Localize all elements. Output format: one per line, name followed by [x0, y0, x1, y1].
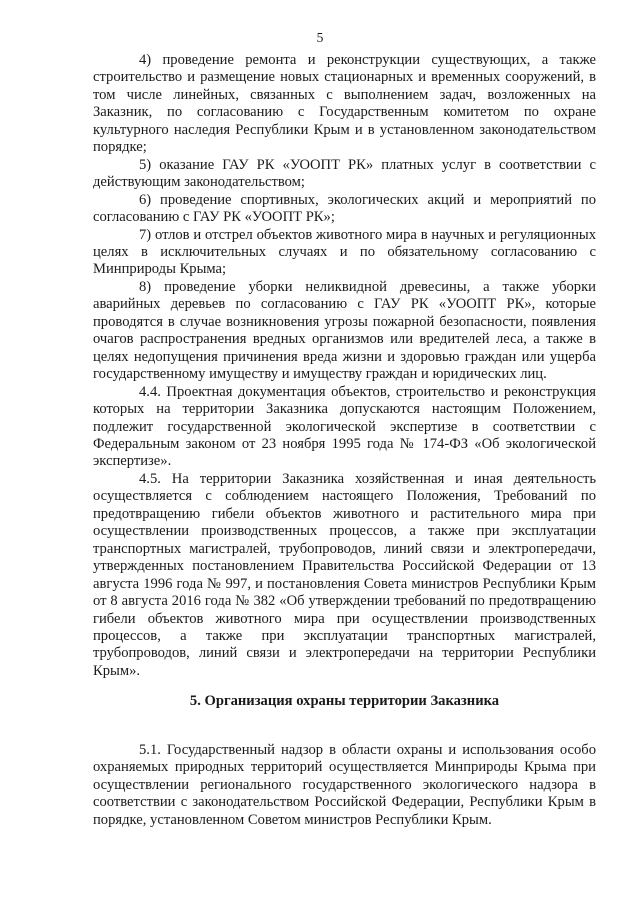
paragraph-item-5: 5) оказание ГАУ РК «УООПТ РК» платных услуг в соответствии с действующим законодательством;	[93, 156, 596, 191]
paragraph-item-4: 4) проведение ремонта и реконструкции существующих, а также строительство и размещение новых стационарных и временных сооружений, в том числе линейных, связанных с выполнением задач, возложенных на Заказник, по согласованию с Государственным комитетом по охране культурного наследия Республики Крым и в установленном законодательством порядке;	[93, 52, 596, 156]
paragraph-4-5: 4.5. На территории Заказника хозяйственная и иная деятельность осуществляется с соблюдением настоящего Положения, Требований по предотвращению гибели объектов животного и растительного мира при осуществлении производственных процессов, а также при эксплуатации транспортных магистралей, трубопроводов, линий связи и электропередачи, утвержденных постановлением Правительства Российской Федерации от 13 августа 1996 года № 997, и постановления Совета министров Республики Крым от 8 августа 2016 года № 382 «Об утверждении требований по предотвращению гибели объектов животного мира при осуществлении производственных процессов, а также при эксплуатации транспортных магистралей, трубопроводов, линий связи и электропередачи на территории Республики Крым».	[93, 470, 596, 679]
paragraph-item-8: 8) проведение уборки неликвидной древесины, а также уборки аварийных деревьев по согласованию с ГАУ РК «УООПТ РК», которые проводятся в случае возникновения угрозы пожарной безопасности, появления очагов распространения вредных организмов или вредителей леса, а также в целях недопущения причинения вреда жизни и здоровью граждан или ущерба государственному имуществу и имуществу граждан и юридических лиц.	[93, 278, 596, 383]
document-body	[93, 52, 596, 829]
paragraph-item-7: 7) отлов и отстрел объектов животного мира в научных и регуляционных целях в исключительных случаях и по обязательному согласованию с Минприроды Крыма;	[93, 226, 596, 278]
page-number: 5	[316, 30, 324, 45]
paragraph-5-1: 5.1. Государственный надзор в области охраны и использования особо охраняемых природных территорий осуществляется Минприроды Крыма при осуществлении регионального государственного экологического надзора в соответствии с законодательством Российской Федерации, Республики Крым в порядке, установленном Советом министров Республики Крым.	[93, 741, 596, 828]
paragraph-item-6: 6) проведение спортивных, экологических акций и мероприятий по согласованию с ГАУ РК «УООПТ РК»;	[93, 191, 596, 226]
paragraph-4-4: 4.4. Проектная документация объектов, строительство и реконструкция которых на территории Заказника допускаются настоящим Положением, подлежит государственной экологической экспертизе в соответствии с Федеральным законом от 23 ноября 1995 года № 174-ФЗ «Об экологической экспертизе».	[93, 383, 596, 470]
section-heading: 5. Организация охраны территории Заказника	[189, 693, 500, 710]
